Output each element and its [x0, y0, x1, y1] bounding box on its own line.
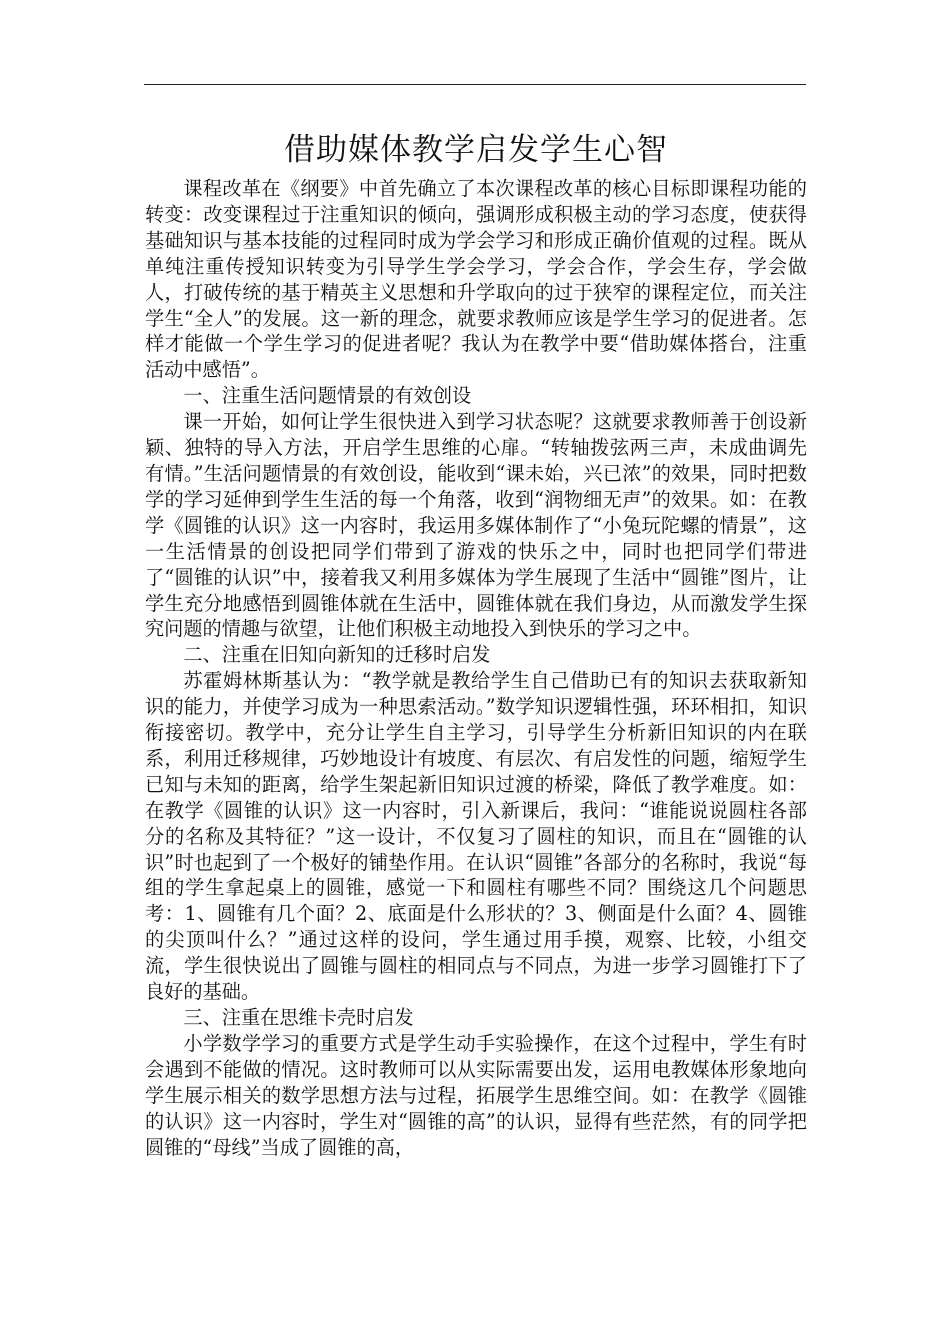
section-heading-1: 一、注重生活问题情景的有效创设 — [183, 384, 472, 408]
section-body-2: 苏霍姆林斯基认为：“教学就是教给学生自己借助已有的知识去获取新知识的能力，并使学习成为一种思索活动。”数学知识逻辑性强，环环相扣，知识衔接密切。教学中，充分让学生自主学习，引导学生分析新旧知识的内在联系，利用迁移规律，巧妙地设计有坡度、有层次、有启发性的问题，缩短学生已知与未知的距离，给学生架起新旧知识过渡的桥梁，降低了教学难度。如：在教学《圆锥的认识》这一内容时，引入新课后，我问：“谁能说说圆柱各部分的名称及其特征？”这一设计，不仅复习了圆柱的知识，而且在“圆锥的认识”时也起到了一个极好的铺垫作用。在认识“圆锥”各部分的名称时，我说“每组的学生拿起桌上的圆锥，感觉一下和圆柱有哪些不同？围绕这几个问题思考：1、圆锥有几个面？2、底面是什么形状的？3、侧面是什么面？4、圆锥的尖顶叫什么？”通过这样的设问，学生通过用手摸，观察、比较，小组交流，学生很快说出了圆锥与圆柱的相同点与不同点，为进一步学习圆锥打下了良好的基础。 — [145, 669, 807, 1004]
intro-paragraph: 课程改革在《纲要》中首先确立了本次课程改革的核心目标即课程功能的转变：改变课程过于注重知识的倾向，强调形成积极主动的学习态度，使获得基础知识与基本技能的过程同时成为学会学习和形成正确价值观的过程。既从单纯注重传授知识转变为引导学生学会学习，学会合作，学会生存，学会做人，打破传统的基于精英主义思想和升学取向的过于狭窄的课程定位，而关注学生“全人”的发展。这一新的理念，就要求教师应该是学生学习的促进者。怎样才能做一个学生学习的促进者呢？我认为在教学中要“借助媒体搭台，注重活动中感悟”。 — [145, 177, 807, 382]
section-heading-3: 三、注重在思维卡壳时启发 — [183, 1006, 414, 1029]
section-body-3: 小学数学学习的重要方式是学生动手实验操作，在这个过程中，学生有时会遇到不能做的情况。这时教师可以从实际需要出发，运用电教媒体形象地向学生展示相关的数学思想方法与过程，拓展学生思维空间。如：在教学《圆锥的认识》这一内容时，学生对“圆锥的高”的认识，显得有些茫然，有的同学把圆锥的“母线”当成了圆锥的高， — [145, 1031, 807, 1159]
section-body-1: 课一开始，如何让学生很快进入到学习状态呢？这就要求教师善于创设新颖、独特的导入方法，开启学生思维的心扉。“转轴拨弦两三声，未成曲调先有情。”生活问题情景的有效创设，能收到“课未始，兴已浓”的效果，同时把数学的学习延伸到学生生活的每一个角落，收到“润物细无声”的效果。如：在教学《圆锥的认识》这一内容时，我运用多媒体制作了“小兔玩陀螺的情景”，这一生活情景的创设把同学们带到了游戏的快乐之中，同时也把同学们带进了“圆锥的认识”中，接着我又利用多媒体为学生展现了生活中“圆锥”图片，让学生充分地感悟到圆锥体就在生活中，圆锥体就在我们身边，从而激发学生探究问题的情趣与欲望，让他们积极主动地投入到快乐的学习之中。 — [145, 410, 807, 641]
document-title: 借助媒体教学启发学生心智 — [284, 132, 668, 168]
document-content — [145, 128, 807, 1160]
section-heading-2: 二、注重在旧知向新知的迁移时启发 — [183, 643, 491, 667]
header-rule — [144, 84, 806, 85]
